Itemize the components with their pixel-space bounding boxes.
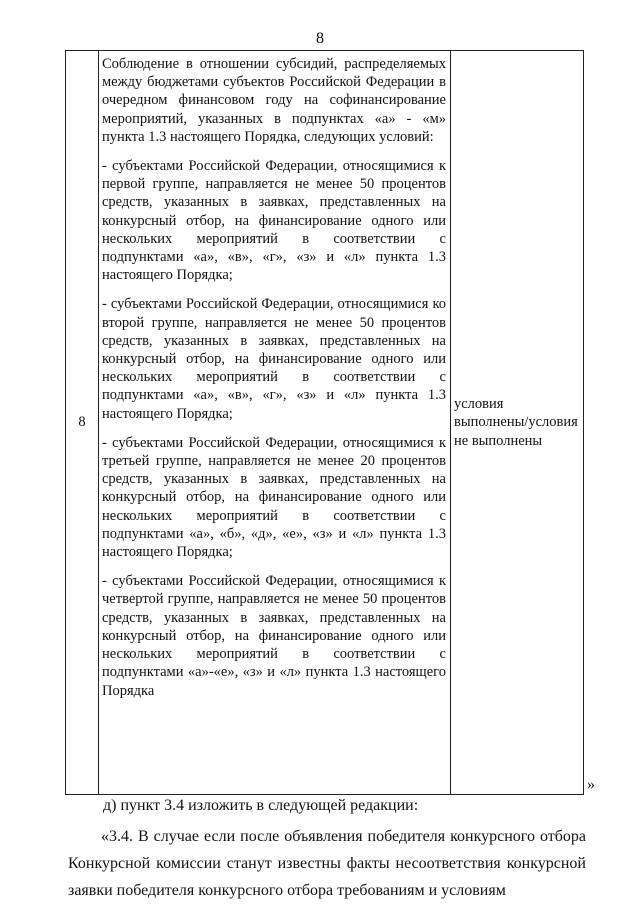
criteria-table [65, 50, 584, 795]
amendment-paragraph: «3.4. В случае если после объявления победителя конкурсного отбора Конкурсной комиссии станут известны факты несоответствия конкурсной заявки победителя конкурсного отбора требованиям и условиям [68, 828, 586, 899]
condition-group-4: - субъектами Российской Федерации, относящимися к четвертой группе, направляется не менее 50 процентов средств, указанных в заявках, представленных на конкурсный отбор, на финансирование одного или нескольких мероприятий в соответствии с подпунктами «а»-«е», «з» и «л» пункта 1.3 настоящего Порядка [102, 573, 446, 699]
page-number: 8 [316, 30, 324, 47]
condition-group-2: - субъектами Российской Федерации, относящимися ко второй группе, направляется не менее 50 процентов средств, указанных в заявках, представленных на конкурсный отбор, на финансирование одного или нескольких мероприятий в соответствии с подпунктами «а», «в», «г», «з» и «л» пункта 1.3 настоящего Порядка; [102, 296, 446, 422]
table-row [66, 51, 584, 795]
amendment-line: д) пункт 3.4 изложить в следующей редакции: [103, 797, 419, 814]
result-options: условия выполнены/условия не выполнены [451, 51, 584, 795]
condition-group-3: - субъектами Российской Федерации, относящимися к третьей группе, направляется не менее 20 процентов средств, указанных в заявках, представленных на конкурсный отбор, на финансирование одного или нескольких мероприятий в соответствии с подпунктами «а», «б», «д», «е», «з» и «л» пункта 1.3 настоящего Порядка; [102, 434, 446, 561]
closing-quote: » [587, 776, 595, 793]
row-number: 8 [66, 51, 99, 795]
criterion-intro: Соблюдение в отношении субсидий, распределяемых между бюджетами субъектов Российской Федерации в очередном финансовом году на софинансирование мероприятий, указанных в подпунктах «а» - «м» пункта 1.3 настоящего Порядка, следующих условий: [102, 56, 446, 145]
condition-group-1: - субъектами Российской Федерации, относящимися к первой группе, направляется не менее 50 процентов средств, указанных в заявках, представленных на конкурсный отбор, на финансирование одного или нескольких мероприятий в соответствии с подпунктами «а», «в», «г», «з» и «л» пункта 1.3 настоящего Порядка; [102, 158, 446, 284]
criterion-text [99, 51, 451, 795]
